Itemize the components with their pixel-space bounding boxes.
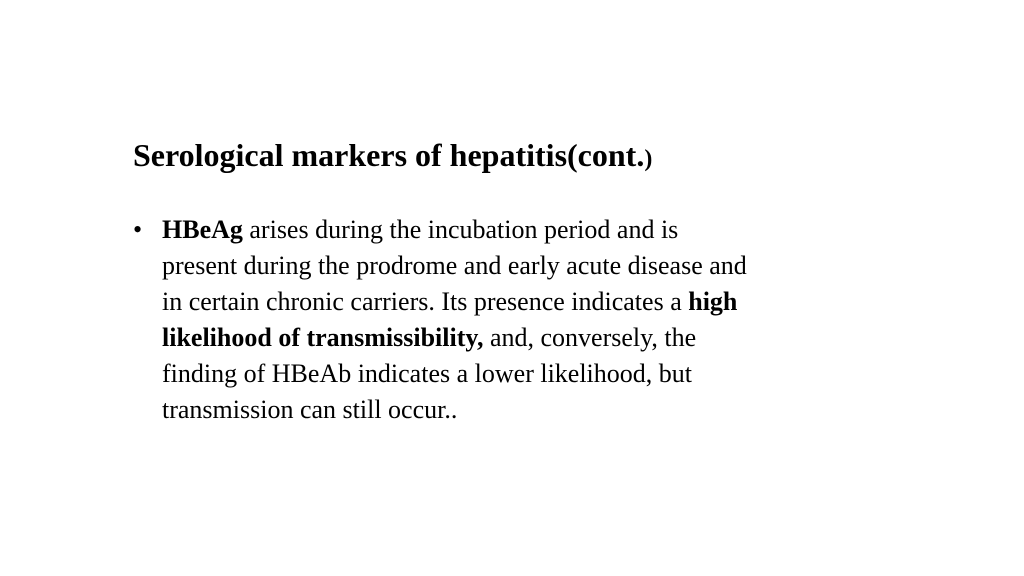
slide-title-suffix: )	[644, 146, 653, 172]
bullet-line-3-text: in certain chronic carriers. Its presence indicates a	[162, 287, 689, 316]
bullet-line-3	[162, 284, 853, 320]
bullet-line-1-text: arises during the incubation period and is	[242, 215, 679, 244]
bullet-list	[133, 212, 853, 428]
bullet-icon: •	[133, 215, 143, 244]
bullet-line-2	[162, 248, 853, 284]
bullet-line-5	[162, 356, 853, 392]
slide-title	[133, 133, 652, 181]
bullet-line-4-text: and, conversely, the	[483, 323, 697, 352]
emphasis-high: high	[688, 287, 738, 316]
bullet-line-5-text: finding of HBeAb indicates a lower likelihood, but	[162, 359, 693, 388]
emphasis-likelihood: likelihood of transmissibility,	[162, 323, 484, 352]
term-hbeag: HBeAg	[162, 215, 243, 244]
bullet-line-2-text: present during the prodrome and early acute disease and	[162, 251, 747, 280]
bullet-line-1	[162, 212, 853, 248]
bullet-line-6	[162, 392, 853, 428]
bullet-line-6-text: transmission can still occur..	[162, 395, 458, 424]
bullet-item-hbeag	[133, 212, 853, 428]
slide-title-main: Serological markers of hepatitis(cont.	[133, 137, 645, 173]
bullet-line-4	[162, 320, 853, 356]
